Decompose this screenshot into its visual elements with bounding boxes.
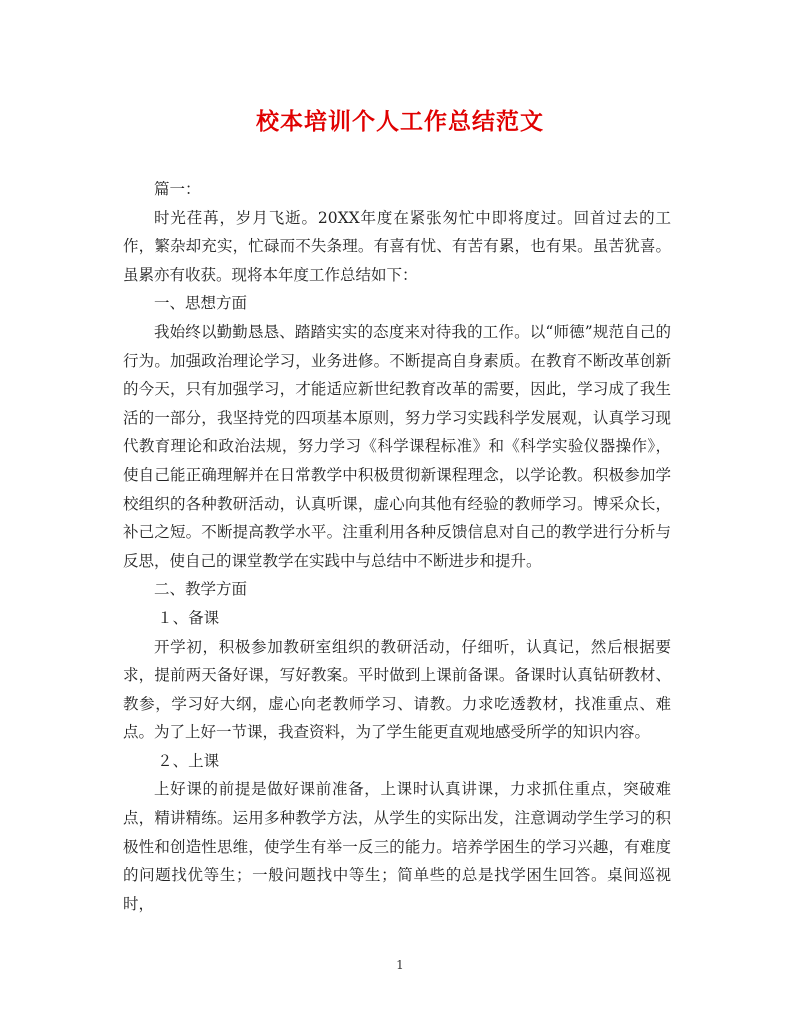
heading-teaching: 二、教学方面: [154, 580, 248, 599]
subheading-class: ２、上课: [157, 751, 220, 770]
section-label: 篇一：: [154, 180, 201, 198]
class-paragraph: 上好课的前提是做好课前准备，上课时认真讲课，力求抓住重点，突破难点，精讲精练。运用多种教学方法，从学生的实际出发，注意调动学生学习的积极性和创造性思维，使学生有举一反三的能力。培养学困生的学习兴趣，有难度的问题找优等生；一般问题找中等生；简单些的总是找学困生回答。桌间巡视时，: [123, 780, 671, 913]
intro-paragraph: 时光荏苒，岁月飞逝。20XX年度在紧张匆忙中即将度过。回首过去的工作，繁杂却充实，忙碌而不失条理。有喜有忧、有苦有累，也有果。虽苦犹喜。虽累亦有收获。现将本年度工作总结如下：: [123, 208, 671, 284]
heading-thought: 一、思想方面: [154, 294, 248, 313]
thought-paragraph: 我始终以勤勤恳恳、踏踏实实的态度来对待我的工作。以“师德”规范自己的行为。加强政治理论学习，业务进修。不断提高自身素质。在教育不断改革创新的今天，只有加强学习，才能适应新世纪教育改革的需要，因此，学习成了我生活的一部分，我坚持党的四项基本原则，努力学习实践科学发展观，认真学习现代教育理论和政治法规，努力学习《科学课程标准》和《科学实验仪器操作》，使自己能正确理解并在日常教学中积极贯彻新课程理念，以学论教。积极参加学校组织的各种教研活动，认真听课，虚心向其他有经验的教师学习。博采众长，补己之短。不断提高教学水平。注重利用各种反馈信息对自己的教学进行分析与反思，使自己的课堂教学在实践中与总结中不断进步和提升。: [123, 322, 671, 570]
document-body: [123, 175, 671, 918]
page-number: 1: [396, 958, 404, 972]
lesson-prep-paragraph: 开学初，积极参加教研室组织的教研活动，仔细听，认真记，然后根据要求，提前两天备好课，写好教案。平时做到上课前备课。备课时认真钻研教材、教参，学习好大纲，虚心向老教师学习、请教。力求吃透教材，找准重点、难点。为了上好一节课，我查资料，为了学生能更直观地感受所学的知识内容。: [123, 637, 671, 742]
document-title: 校本培训个人工作总结范文: [256, 108, 544, 135]
subheading-lesson-prep: １、备课: [157, 608, 220, 627]
